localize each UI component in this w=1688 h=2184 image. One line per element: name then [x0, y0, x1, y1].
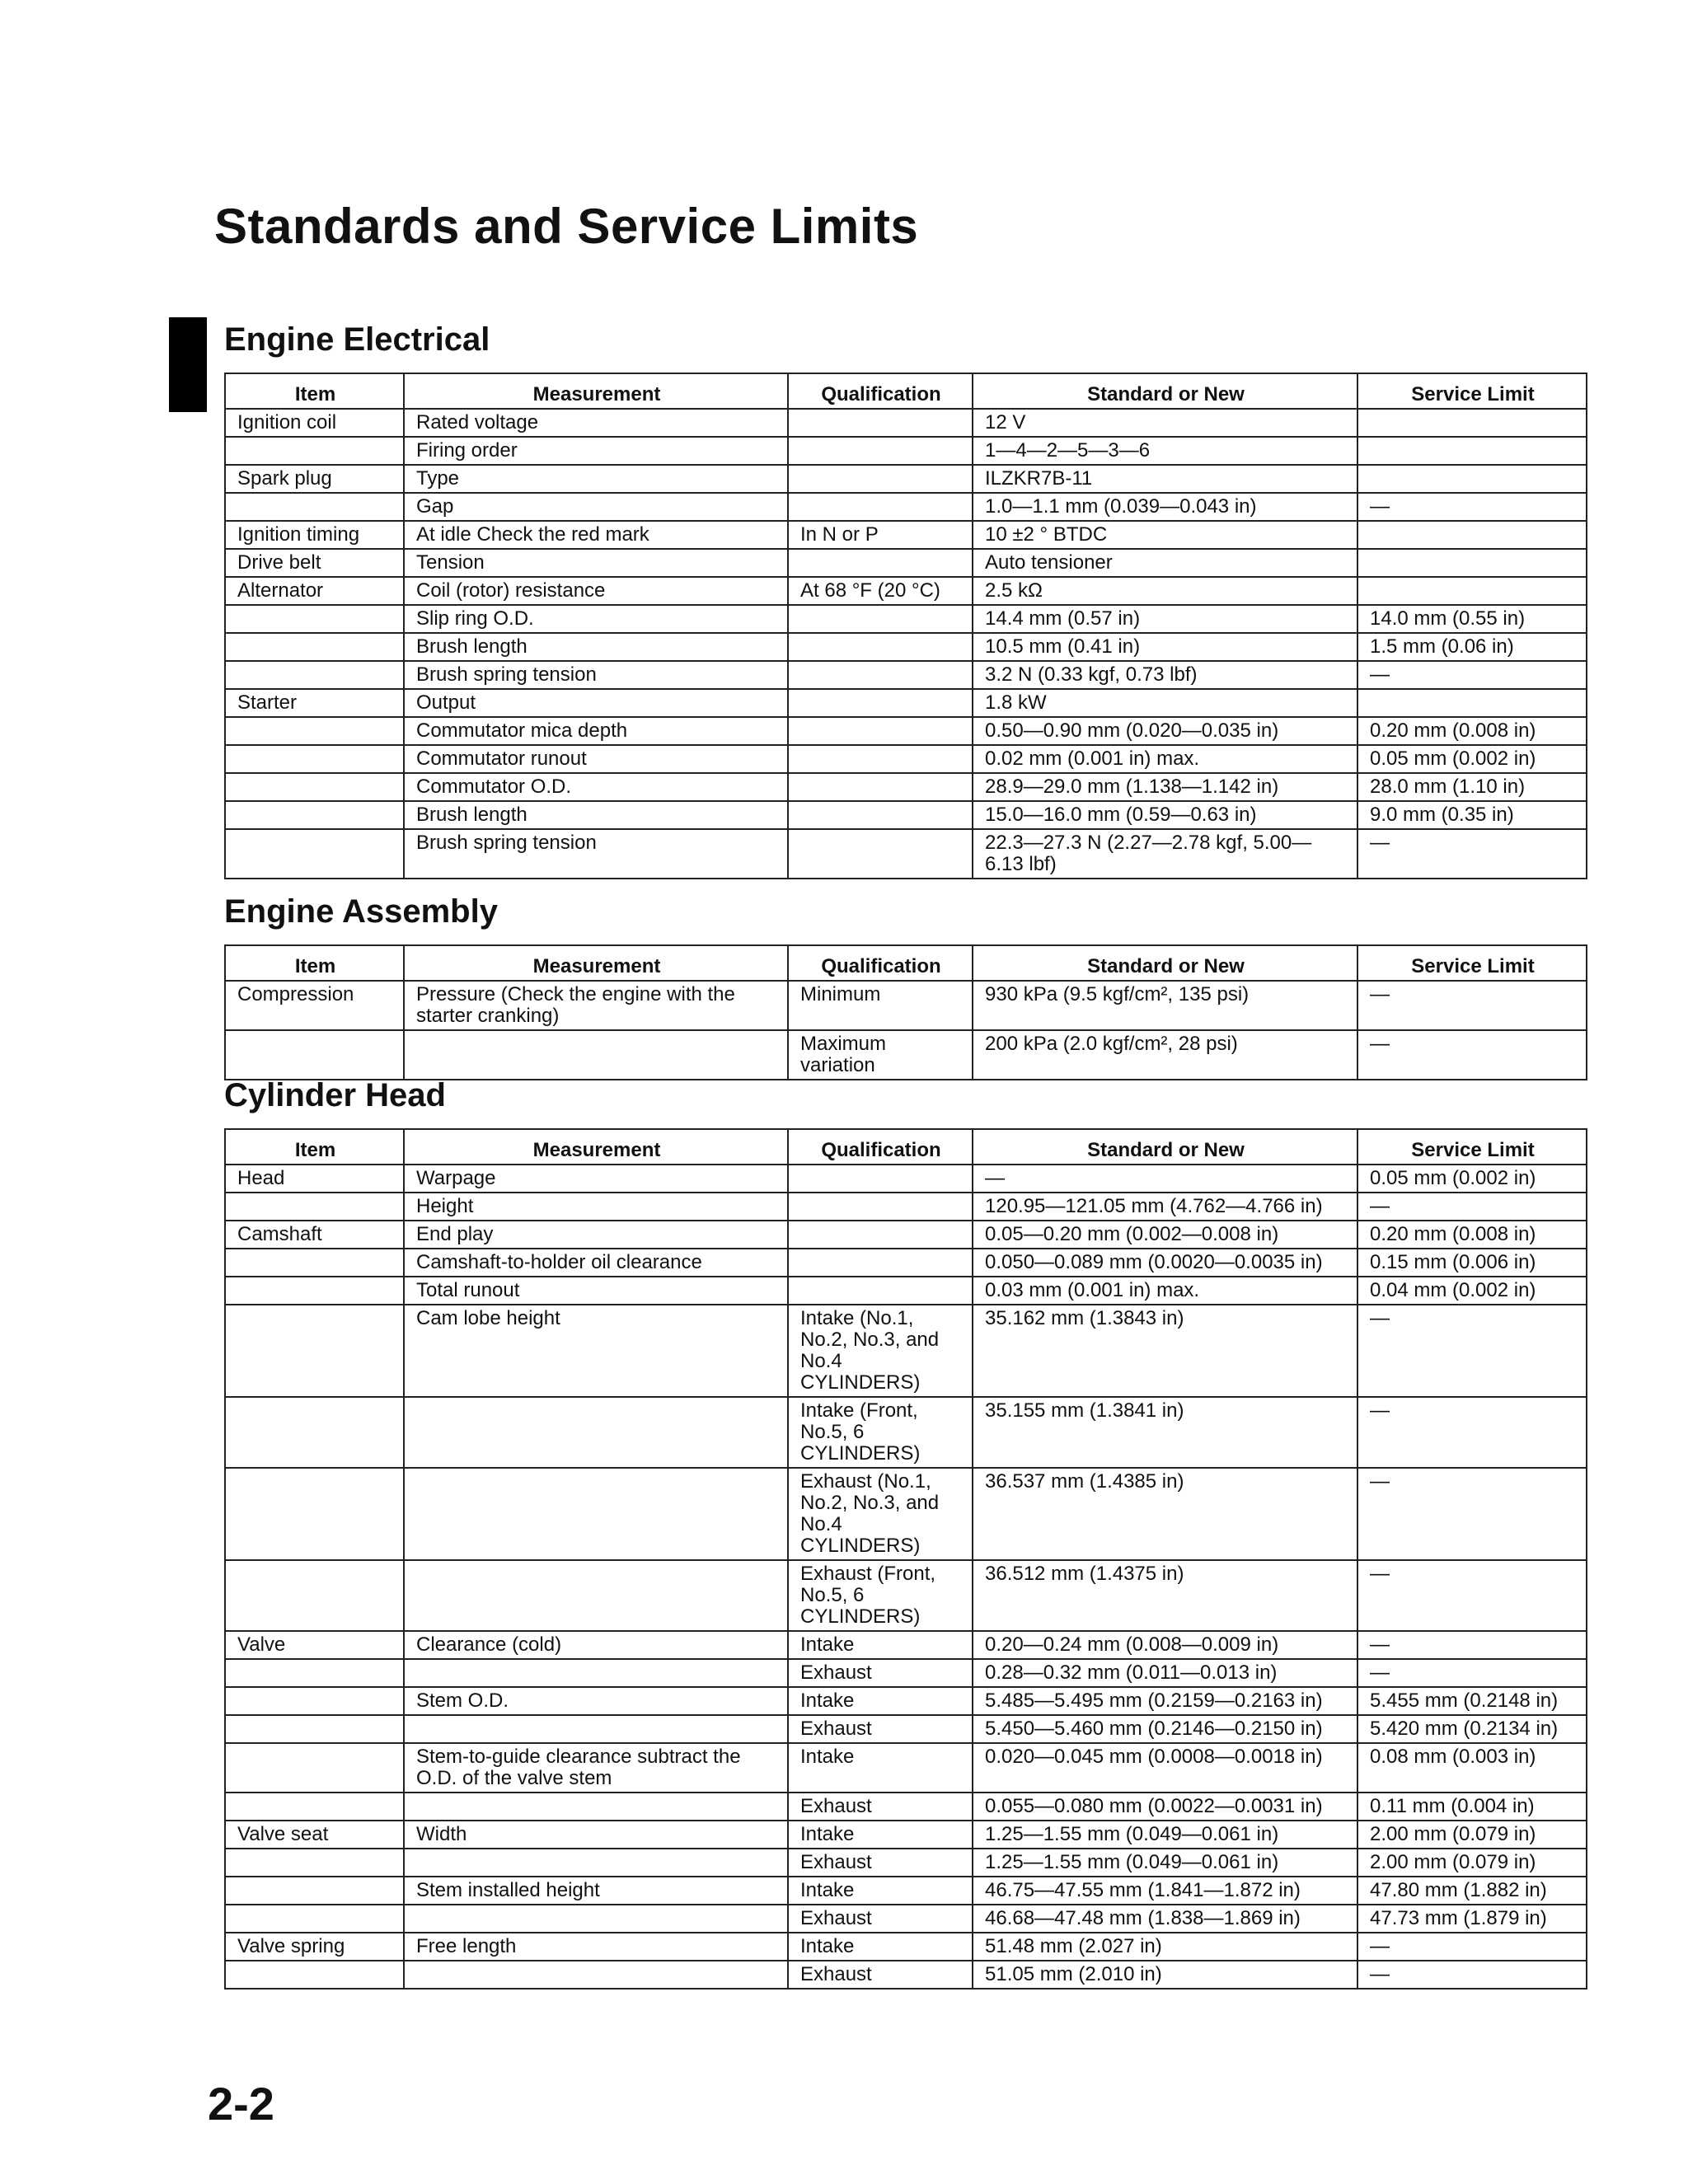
limit-cell: —: [1357, 1560, 1587, 1631]
column-header-item: Item: [225, 373, 404, 409]
measurement-cell: Firing order: [404, 437, 788, 465]
measurement-cell: [404, 1905, 788, 1933]
standard-cell: 5.450—5.460 mm (0.2146—0.2150 in): [973, 1715, 1357, 1743]
standard-cell: 3.2 N (0.33 kgf, 0.73 lbf): [973, 661, 1357, 689]
item-cell: [225, 1277, 404, 1305]
measurement-cell: Warpage: [404, 1165, 788, 1193]
limit-cell: 47.73 mm (1.879 in): [1357, 1905, 1587, 1933]
section-heading-cylinder-head: Cylinder Head: [224, 1077, 446, 1113]
column-header-limit: Service Limit: [1357, 1129, 1587, 1165]
measurement-cell: [404, 1849, 788, 1877]
header-row: [225, 1129, 1587, 1165]
item-cell: Ignition timing: [225, 521, 404, 549]
column-header-measurement: Measurement: [404, 945, 788, 981]
measurement-cell: Output: [404, 689, 788, 717]
standard-cell: 0.05—0.20 mm (0.002—0.008 in): [973, 1221, 1357, 1249]
item-cell: Ignition coil: [225, 409, 404, 437]
column-header-qualification: Qualification: [788, 373, 973, 409]
qualification-cell: Exhaust: [788, 1659, 973, 1687]
item-cell: [225, 1193, 404, 1221]
standard-cell: 5.485—5.495 mm (0.2159—0.2163 in): [973, 1687, 1357, 1715]
measurement-cell: Tension: [404, 549, 788, 577]
limit-cell: 1.5 mm (0.06 in): [1357, 633, 1587, 661]
measurement-cell: Type: [404, 465, 788, 493]
table-row: [225, 521, 1587, 549]
table-row: [225, 717, 1587, 745]
qualification-cell: Exhaust: [788, 1849, 973, 1877]
limit-cell: [1357, 577, 1587, 605]
item-cell: [225, 1877, 404, 1905]
table-row: [225, 1305, 1587, 1397]
item-cell: [225, 633, 404, 661]
limit-cell: —: [1357, 1933, 1587, 1961]
measurement-cell: Total runout: [404, 1277, 788, 1305]
table-row: [225, 1631, 1587, 1659]
standard-cell: 120.95—121.05 mm (4.762—4.766 in): [973, 1193, 1357, 1221]
section-heading-engine-electrical: Engine Electrical: [224, 321, 490, 358]
standard-cell: Auto tensioner: [973, 549, 1357, 577]
item-cell: [225, 1659, 404, 1687]
measurement-cell: End play: [404, 1221, 788, 1249]
table-row: [225, 773, 1587, 801]
standard-cell: 15.0—16.0 mm (0.59—0.63 in): [973, 801, 1357, 829]
table-row: [225, 1821, 1587, 1849]
table-row: [225, 465, 1587, 493]
qualification-cell: [788, 1193, 973, 1221]
measurement-cell: Brush length: [404, 801, 788, 829]
qualification-cell: [788, 829, 973, 879]
limit-cell: 0.15 mm (0.006 in): [1357, 1249, 1587, 1277]
standard-cell: 35.162 mm (1.3843 in): [973, 1305, 1357, 1397]
measurement-cell: [404, 1030, 788, 1080]
measurement-cell: At idle Check the red mark: [404, 521, 788, 549]
limit-cell: 5.455 mm (0.2148 in): [1357, 1687, 1587, 1715]
column-header-item: Item: [225, 1129, 404, 1165]
table-row: [225, 409, 1587, 437]
standard-cell: 0.020—0.045 mm (0.0008—0.0018 in): [973, 1743, 1357, 1793]
measurement-cell: Free length: [404, 1933, 788, 1961]
measurement-cell: [404, 1397, 788, 1468]
column-header-limit: Service Limit: [1357, 373, 1587, 409]
item-cell: Alternator: [225, 577, 404, 605]
standard-cell: —: [973, 1165, 1357, 1193]
limit-cell: —: [1357, 1961, 1587, 1989]
measurement-cell: Stem installed height: [404, 1877, 788, 1905]
item-cell: Drive belt: [225, 549, 404, 577]
qualification-cell: Intake (No.1, No.2, No.3, and No.4 CYLINDERS): [788, 1305, 973, 1397]
standard-cell: 2.5 kΩ: [973, 577, 1357, 605]
standard-cell: 1.0—1.1 mm (0.039—0.043 in): [973, 493, 1357, 521]
qualification-cell: Intake (Front, No.5, 6 CYLINDERS): [788, 1397, 973, 1468]
standard-cell: 10 ±2 ° BTDC: [973, 521, 1357, 549]
table-row: [225, 1277, 1587, 1305]
standard-cell: 0.20—0.24 mm (0.008—0.009 in): [973, 1631, 1357, 1659]
standard-cell: 0.02 mm (0.001 in) max.: [973, 745, 1357, 773]
limit-cell: 0.04 mm (0.002 in): [1357, 1277, 1587, 1305]
limit-cell: 2.00 mm (0.079 in): [1357, 1821, 1587, 1849]
table-row: [225, 493, 1587, 521]
qualification-cell: [788, 1277, 973, 1305]
limit-cell: 0.05 mm (0.002 in): [1357, 745, 1587, 773]
table-row: [225, 1793, 1587, 1821]
table-row: [225, 1221, 1587, 1249]
table-row: [225, 1849, 1587, 1877]
measurement-cell: Stem O.D.: [404, 1687, 788, 1715]
qualification-cell: [788, 773, 973, 801]
standard-cell: 46.68—47.48 mm (1.838—1.869 in): [973, 1905, 1357, 1933]
limit-cell: [1357, 409, 1587, 437]
qualification-cell: Exhaust: [788, 1793, 973, 1821]
qualification-cell: [788, 1165, 973, 1193]
qualification-cell: [788, 1249, 973, 1277]
qualification-cell: In N or P: [788, 521, 973, 549]
table-row: [225, 605, 1587, 633]
qualification-cell: Exhaust: [788, 1961, 973, 1989]
header-row: [225, 373, 1587, 409]
column-header-measurement: Measurement: [404, 373, 788, 409]
item-cell: [225, 717, 404, 745]
qualification-cell: Intake: [788, 1743, 973, 1793]
measurement-cell: Height: [404, 1193, 788, 1221]
column-header-standard: Standard or New: [973, 1129, 1357, 1165]
table-row: [225, 1193, 1587, 1221]
table-row: [225, 829, 1587, 879]
limit-cell: [1357, 549, 1587, 577]
qualification-cell: [788, 689, 973, 717]
item-cell: [225, 437, 404, 465]
column-header-qualification: Qualification: [788, 1129, 973, 1165]
standard-cell: 36.537 mm (1.4385 in): [973, 1468, 1357, 1560]
standard-cell: 0.28—0.32 mm (0.011—0.013 in): [973, 1659, 1357, 1687]
measurement-cell: Rated voltage: [404, 409, 788, 437]
item-cell: Starter: [225, 689, 404, 717]
item-cell: [225, 829, 404, 879]
measurement-cell: Commutator runout: [404, 745, 788, 773]
standard-cell: 1—4—2—5—3—6: [973, 437, 1357, 465]
measurement-cell: Commutator O.D.: [404, 773, 788, 801]
table-row: [225, 633, 1587, 661]
cylinder-head-table: [224, 1128, 1587, 1990]
item-cell: [225, 1849, 404, 1877]
qualification-cell: At 68 °F (20 °C): [788, 577, 973, 605]
item-cell: Camshaft: [225, 1221, 404, 1249]
table-row: [225, 1961, 1587, 1989]
column-header-limit: Service Limit: [1357, 945, 1587, 981]
qualification-cell: Exhaust: [788, 1905, 973, 1933]
qualification-cell: [788, 717, 973, 745]
qualification-cell: Exhaust (Front, No.5, 6 CYLINDERS): [788, 1560, 973, 1631]
engine-assembly-table: [224, 944, 1587, 1080]
limit-cell: —: [1357, 981, 1587, 1030]
table-row: [225, 1687, 1587, 1715]
limit-cell: 2.00 mm (0.079 in): [1357, 1849, 1587, 1877]
item-cell: [225, 661, 404, 689]
table-row: [225, 689, 1587, 717]
standard-cell: 10.5 mm (0.41 in): [973, 633, 1357, 661]
qualification-cell: [788, 549, 973, 577]
standard-cell: 36.512 mm (1.4375 in): [973, 1560, 1357, 1631]
table-row: [225, 1030, 1587, 1080]
measurement-cell: Brush spring tension: [404, 661, 788, 689]
limit-cell: 9.0 mm (0.35 in): [1357, 801, 1587, 829]
table-row: [225, 437, 1587, 465]
table-row: [225, 981, 1587, 1030]
measurement-cell: Clearance (cold): [404, 1631, 788, 1659]
limit-cell: —: [1357, 1030, 1587, 1080]
qualification-cell: [788, 633, 973, 661]
table-row: [225, 1905, 1587, 1933]
item-cell: [225, 1397, 404, 1468]
limit-cell: 0.11 mm (0.004 in): [1357, 1793, 1587, 1821]
item-cell: [225, 1793, 404, 1821]
table-row: [225, 1743, 1587, 1793]
header-row: [225, 945, 1587, 981]
engine-electrical-table: [224, 373, 1587, 879]
qualification-cell: Intake: [788, 1821, 973, 1849]
section-heading-engine-assembly: Engine Assembly: [224, 893, 498, 930]
table-row: [225, 1560, 1587, 1631]
measurement-cell: Camshaft-to-holder oil clearance: [404, 1249, 788, 1277]
standard-cell: 22.3—27.3 N (2.27—2.78 kgf, 5.00— 6.13 lbf): [973, 829, 1357, 879]
limit-cell: 28.0 mm (1.10 in): [1357, 773, 1587, 801]
limit-cell: —: [1357, 1631, 1587, 1659]
item-cell: [225, 1305, 404, 1397]
qualification-cell: [788, 493, 973, 521]
limit-cell: —: [1357, 661, 1587, 689]
qualification-cell: [788, 437, 973, 465]
measurement-cell: Gap: [404, 493, 788, 521]
limit-cell: —: [1357, 1397, 1587, 1468]
limit-cell: —: [1357, 493, 1587, 521]
column-header-standard: Standard or New: [973, 945, 1357, 981]
qualification-cell: [788, 801, 973, 829]
limit-cell: —: [1357, 829, 1587, 879]
measurement-cell: Brush spring tension: [404, 829, 788, 879]
measurement-cell: [404, 1793, 788, 1821]
item-cell: [225, 1687, 404, 1715]
qualification-cell: [788, 605, 973, 633]
table-row: [225, 1715, 1587, 1743]
page-number: 2-2: [208, 2078, 274, 2130]
standard-cell: 51.05 mm (2.010 in): [973, 1961, 1357, 1989]
measurement-cell: [404, 1961, 788, 1989]
table-row: [225, 801, 1587, 829]
table-row: [225, 1468, 1587, 1560]
qualification-cell: Minimum: [788, 981, 973, 1030]
standard-cell: 35.155 mm (1.3841 in): [973, 1397, 1357, 1468]
limit-cell: [1357, 437, 1587, 465]
item-cell: Valve spring: [225, 1933, 404, 1961]
column-header-qualification: Qualification: [788, 945, 973, 981]
standard-cell: 28.9—29.0 mm (1.138—1.142 in): [973, 773, 1357, 801]
measurement-cell: Width: [404, 1821, 788, 1849]
standard-cell: 1.8 kW: [973, 689, 1357, 717]
qualification-cell: [788, 409, 973, 437]
standard-cell: 200 kPa (2.0 kgf/cm², 28 psi): [973, 1030, 1357, 1080]
section-tab-marker: [169, 317, 207, 412]
table-row: [225, 661, 1587, 689]
item-cell: [225, 801, 404, 829]
item-cell: Compression: [225, 981, 404, 1030]
table-row: [225, 1397, 1587, 1468]
standard-cell: 0.50—0.90 mm (0.020—0.035 in): [973, 717, 1357, 745]
standard-cell: 0.050—0.089 mm (0.0020—0.0035 in): [973, 1249, 1357, 1277]
table-row: [225, 745, 1587, 773]
item-cell: [225, 1560, 404, 1631]
qualification-cell: [788, 465, 973, 493]
measurement-cell: Brush length: [404, 633, 788, 661]
qualification-cell: Intake: [788, 1933, 973, 1961]
item-cell: Valve seat: [225, 1821, 404, 1849]
qualification-cell: [788, 1221, 973, 1249]
table-row: [225, 549, 1587, 577]
limit-cell: —: [1357, 1193, 1587, 1221]
column-header-standard: Standard or New: [973, 373, 1357, 409]
item-cell: [225, 1743, 404, 1793]
qualification-cell: [788, 661, 973, 689]
table-row: [225, 1249, 1587, 1277]
measurement-cell: Slip ring O.D.: [404, 605, 788, 633]
measurement-cell: [404, 1715, 788, 1743]
limit-cell: [1357, 521, 1587, 549]
item-cell: Head: [225, 1165, 404, 1193]
item-cell: [225, 773, 404, 801]
limit-cell: 0.20 mm (0.008 in): [1357, 1221, 1587, 1249]
column-header-measurement: Measurement: [404, 1129, 788, 1165]
standard-cell: 51.48 mm (2.027 in): [973, 1933, 1357, 1961]
qualification-cell: Intake: [788, 1631, 973, 1659]
limit-cell: 0.08 mm (0.003 in): [1357, 1743, 1587, 1793]
item-cell: [225, 1715, 404, 1743]
measurement-cell: Cam lobe height: [404, 1305, 788, 1397]
item-cell: [225, 1905, 404, 1933]
standard-cell: 46.75—47.55 mm (1.841—1.872 in): [973, 1877, 1357, 1905]
table-row: [225, 1933, 1587, 1961]
limit-cell: 0.05 mm (0.002 in): [1357, 1165, 1587, 1193]
item-cell: [225, 1468, 404, 1560]
qualification-cell: Exhaust: [788, 1715, 973, 1743]
item-cell: [225, 605, 404, 633]
measurement-cell: [404, 1560, 788, 1631]
standard-cell: 0.03 mm (0.001 in) max.: [973, 1277, 1357, 1305]
measurement-cell: [404, 1468, 788, 1560]
limit-cell: 47.80 mm (1.882 in): [1357, 1877, 1587, 1905]
measurement-cell: Pressure (Check the engine with the starter cranking): [404, 981, 788, 1030]
table-row: [225, 1877, 1587, 1905]
column-header-item: Item: [225, 945, 404, 981]
limit-cell: [1357, 689, 1587, 717]
table-row: [225, 1165, 1587, 1193]
standard-cell: 930 kPa (9.5 kgf/cm², 135 psi): [973, 981, 1357, 1030]
limit-cell: 14.0 mm (0.55 in): [1357, 605, 1587, 633]
item-cell: [225, 493, 404, 521]
item-cell: [225, 1249, 404, 1277]
qualification-cell: Intake: [788, 1877, 973, 1905]
limit-cell: 0.20 mm (0.008 in): [1357, 717, 1587, 745]
limit-cell: —: [1357, 1468, 1587, 1560]
qualification-cell: [788, 745, 973, 773]
standard-cell: 14.4 mm (0.57 in): [973, 605, 1357, 633]
item-cell: [225, 745, 404, 773]
limit-cell: [1357, 465, 1587, 493]
limit-cell: —: [1357, 1305, 1587, 1397]
table-row: [225, 1659, 1587, 1687]
item-cell: [225, 1030, 404, 1080]
page-title: Standards and Service Limits: [214, 199, 919, 254]
standard-cell: 0.055—0.080 mm (0.0022—0.0031 in): [973, 1793, 1357, 1821]
measurement-cell: Stem-to-guide clearance subtract the O.D. of the valve stem: [404, 1743, 788, 1793]
measurement-cell: [404, 1659, 788, 1687]
item-cell: Spark plug: [225, 465, 404, 493]
qualification-cell: Exhaust (No.1, No.2, No.3, and No.4 CYLINDERS): [788, 1468, 973, 1560]
qualification-cell: Maximum variation: [788, 1030, 973, 1080]
qualification-cell: Intake: [788, 1687, 973, 1715]
table-row: [225, 577, 1587, 605]
measurement-cell: Coil (rotor) resistance: [404, 577, 788, 605]
item-cell: Valve: [225, 1631, 404, 1659]
limit-cell: 5.420 mm (0.2134 in): [1357, 1715, 1587, 1743]
limit-cell: —: [1357, 1659, 1587, 1687]
standard-cell: 1.25—1.55 mm (0.049—0.061 in): [973, 1821, 1357, 1849]
measurement-cell: Commutator mica depth: [404, 717, 788, 745]
standard-cell: 12 V: [973, 409, 1357, 437]
item-cell: [225, 1961, 404, 1989]
standard-cell: ILZKR7B-11: [973, 465, 1357, 493]
standard-cell: 1.25—1.55 mm (0.049—0.061 in): [973, 1849, 1357, 1877]
